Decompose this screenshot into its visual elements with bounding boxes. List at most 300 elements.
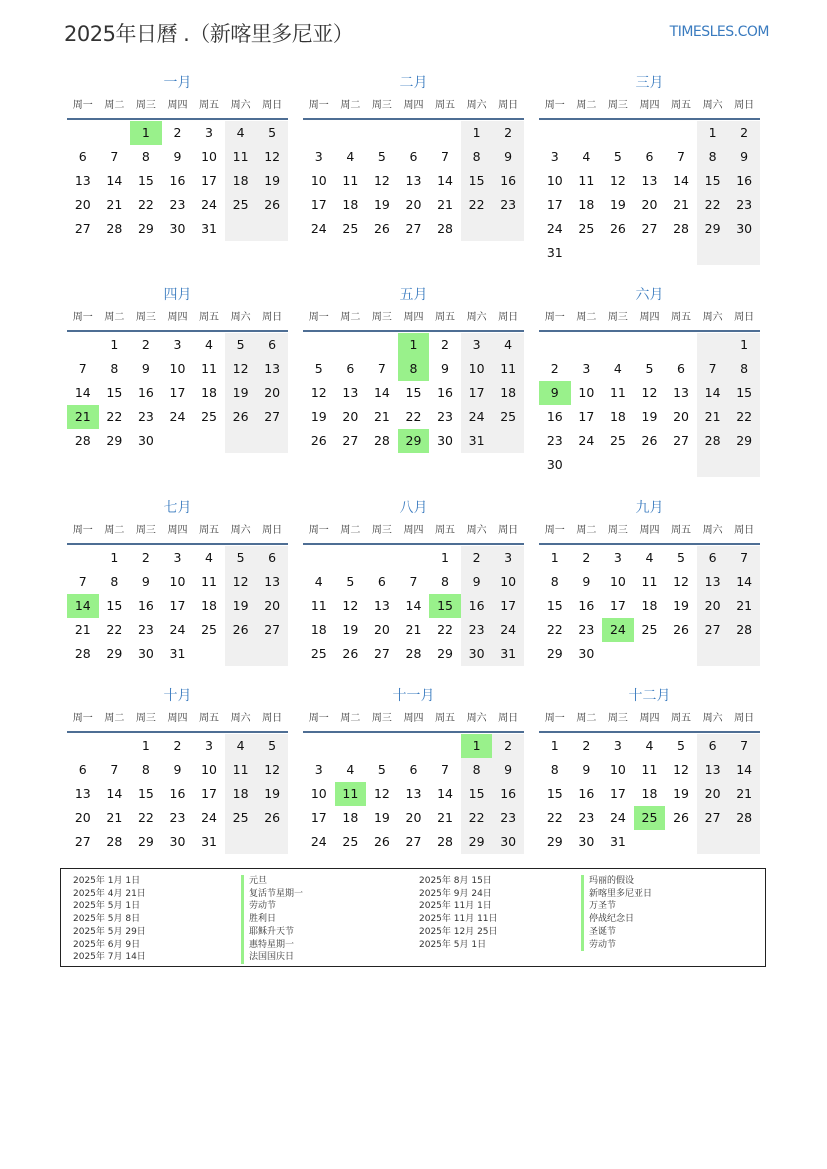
day-cell[interactable]: 18 (578, 197, 595, 212)
day-cell[interactable]: 1 (728, 333, 760, 357)
day-cell[interactable]: 28 (437, 221, 453, 236)
day-cell[interactable]: 26 (342, 646, 359, 661)
day-cell[interactable]: 28 (697, 429, 729, 453)
day-cell[interactable]: 28 (373, 433, 390, 448)
day-cell[interactable]: 29 (728, 429, 760, 453)
day-cell[interactable]: 3 (314, 149, 323, 164)
day-cell[interactable]: 4 (225, 121, 257, 145)
day-cell[interactable]: 7 (728, 734, 760, 758)
day-cell[interactable]: 3 (461, 333, 493, 357)
day-cell[interactable]: 13 (342, 385, 359, 400)
day-cell[interactable]: 13 (405, 173, 422, 188)
day-cell[interactable]: 2 (141, 550, 150, 565)
day-cell[interactable]: 30 (137, 646, 154, 661)
day-cell[interactable]: 6 (256, 333, 288, 357)
day-cell[interactable]: 29 (106, 433, 123, 448)
day-cell[interactable]: 13 (697, 758, 729, 782)
day-cell[interactable]: 31 (201, 221, 217, 236)
day-cell[interactable]: 8 (110, 361, 119, 376)
day-cell[interactable]: 16 (546, 409, 563, 424)
day-cell[interactable]: 6 (346, 361, 355, 376)
day-cell[interactable]: 4 (314, 574, 323, 589)
day-cell[interactable]: 15 (137, 786, 154, 801)
day-cell[interactable]: 1 (550, 738, 559, 753)
day-cell[interactable]: 6 (78, 149, 87, 164)
day-cell[interactable]: 17 (201, 173, 217, 188)
day-cell[interactable]: 15 (106, 598, 123, 613)
day-cell[interactable]: 3 (173, 550, 182, 565)
day-cell[interactable]: 17 (169, 598, 186, 613)
day-cell[interactable]: 13 (373, 598, 390, 613)
day-cell[interactable]: 21 (437, 197, 453, 212)
day-cell[interactable]: 21 (673, 197, 689, 212)
day-cell[interactable]: 6 (256, 546, 288, 570)
day-cell[interactable]: 18 (492, 381, 524, 405)
day-cell[interactable]: 7 (441, 149, 449, 164)
day-cell[interactable]: 17 (310, 810, 327, 825)
day-cell[interactable]: 23 (578, 622, 595, 637)
day-cell[interactable]: 22 (697, 193, 729, 217)
day-cell[interactable]: 6 (697, 734, 729, 758)
day-cell[interactable]: 18 (201, 598, 217, 613)
day-cell[interactable]: 9 (492, 145, 524, 169)
day-cell[interactable]: 9 (173, 762, 182, 777)
day-cell[interactable]: 12 (342, 598, 359, 613)
day-cell[interactable]: 2 (492, 734, 524, 758)
day-cell[interactable]: 20 (256, 381, 288, 405)
day-cell[interactable]: 8 (141, 762, 150, 777)
day-cell[interactable]: 23 (492, 806, 524, 830)
day-cell[interactable]: 7 (78, 361, 87, 376)
day-cell[interactable]: 14 (728, 758, 760, 782)
day-cell[interactable]: 26 (673, 622, 689, 637)
day-cell[interactable]: 22 (106, 622, 123, 637)
day-cell[interactable]: 23 (578, 810, 595, 825)
day-cell[interactable]: 8 (441, 574, 449, 589)
day-cell[interactable]: 2 (582, 738, 591, 753)
day-cell[interactable]: 15 (728, 381, 760, 405)
day-cell[interactable]: 10 (578, 385, 595, 400)
day-cell[interactable]: 9 (582, 762, 591, 777)
day-cell[interactable]: 13 (74, 786, 91, 801)
day-cell[interactable]: 20 (641, 197, 658, 212)
day-cell[interactable]: 28 (106, 221, 123, 236)
day-cell[interactable]: 2 (173, 738, 182, 753)
day-cell[interactable]: 20 (697, 782, 729, 806)
day-cell[interactable]: 19 (256, 169, 288, 193)
day-cell[interactable]: 20 (74, 197, 91, 212)
day-cell[interactable]: 11 (578, 173, 595, 188)
day-cell[interactable]: 15 (546, 598, 563, 613)
day-cell[interactable]: 26 (641, 433, 658, 448)
day-cell[interactable]: 27 (405, 221, 422, 236)
holiday-day[interactable]: 1 (398, 333, 430, 357)
day-cell[interactable]: 7 (697, 357, 729, 381)
day-cell[interactable]: 15 (697, 169, 729, 193)
day-cell[interactable]: 30 (578, 646, 595, 661)
day-cell[interactable]: 15 (106, 385, 123, 400)
day-cell[interactable]: 21 (437, 810, 453, 825)
day-cell[interactable]: 5 (225, 333, 257, 357)
day-cell[interactable]: 30 (728, 217, 760, 241)
day-cell[interactable]: 13 (256, 570, 288, 594)
day-cell[interactable]: 15 (546, 786, 563, 801)
day-cell[interactable]: 12 (225, 357, 257, 381)
holiday-day[interactable]: 11 (335, 782, 367, 806)
day-cell[interactable]: 3 (492, 546, 524, 570)
day-cell[interactable]: 20 (405, 197, 422, 212)
day-cell[interactable]: 6 (409, 149, 418, 164)
day-cell[interactable]: 13 (256, 357, 288, 381)
day-cell[interactable]: 24 (310, 834, 327, 849)
day-cell[interactable]: 19 (673, 598, 689, 613)
day-cell[interactable]: 14 (106, 173, 123, 188)
day-cell[interactable]: 25 (342, 834, 359, 849)
day-cell[interactable]: 16 (169, 173, 186, 188)
day-cell[interactable]: 28 (728, 806, 760, 830)
day-cell[interactable]: 6 (645, 149, 654, 164)
day-cell[interactable]: 11 (342, 173, 359, 188)
day-cell[interactable]: 25 (225, 806, 257, 830)
day-cell[interactable]: 21 (728, 782, 760, 806)
day-cell[interactable]: 15 (137, 173, 154, 188)
day-cell[interactable]: 12 (256, 145, 288, 169)
day-cell[interactable]: 31 (492, 642, 524, 666)
day-cell[interactable]: 2 (582, 550, 591, 565)
day-cell[interactable]: 14 (697, 381, 729, 405)
day-cell[interactable]: 7 (78, 574, 87, 589)
day-cell[interactable]: 3 (613, 738, 622, 753)
day-cell[interactable]: 20 (342, 409, 359, 424)
day-cell[interactable]: 12 (373, 173, 390, 188)
day-cell[interactable]: 19 (342, 622, 359, 637)
day-cell[interactable]: 25 (609, 433, 626, 448)
day-cell[interactable]: 21 (373, 409, 390, 424)
day-cell[interactable]: 15 (461, 169, 493, 193)
day-cell[interactable]: 9 (461, 570, 493, 594)
day-cell[interactable]: 12 (256, 758, 288, 782)
day-cell[interactable]: 14 (673, 173, 689, 188)
day-cell[interactable]: 4 (492, 333, 524, 357)
day-cell[interactable]: 8 (461, 145, 493, 169)
day-cell[interactable]: 10 (609, 574, 626, 589)
day-cell[interactable]: 1 (110, 337, 119, 352)
day-cell[interactable]: 5 (677, 738, 685, 753)
day-cell[interactable]: 24 (546, 221, 563, 236)
day-cell[interactable]: 30 (461, 642, 493, 666)
day-cell[interactable]: 8 (110, 574, 119, 589)
day-cell[interactable]: 22 (137, 810, 154, 825)
day-cell[interactable]: 18 (342, 197, 359, 212)
day-cell[interactable]: 5 (256, 734, 288, 758)
day-cell[interactable]: 12 (609, 173, 626, 188)
day-cell[interactable]: 7 (110, 149, 119, 164)
day-cell[interactable]: 18 (342, 810, 359, 825)
day-cell[interactable]: 23 (169, 197, 186, 212)
day-cell[interactable]: 12 (225, 570, 257, 594)
day-cell[interactable]: 11 (201, 361, 217, 376)
day-cell[interactable]: 8 (461, 758, 493, 782)
day-cell[interactable]: 6 (78, 762, 87, 777)
day-cell[interactable]: 18 (641, 786, 658, 801)
day-cell[interactable]: 23 (437, 409, 453, 424)
day-cell[interactable]: 21 (697, 405, 729, 429)
day-cell[interactable]: 24 (578, 433, 595, 448)
day-cell[interactable]: 27 (697, 618, 729, 642)
day-cell[interactable]: 16 (492, 169, 524, 193)
day-cell[interactable]: 28 (106, 834, 123, 849)
day-cell[interactable]: 19 (256, 782, 288, 806)
day-cell[interactable]: 16 (492, 782, 524, 806)
day-cell[interactable]: 19 (310, 409, 327, 424)
day-cell[interactable]: 19 (225, 594, 257, 618)
day-cell[interactable]: 10 (201, 762, 217, 777)
day-cell[interactable]: 1 (550, 550, 559, 565)
day-cell[interactable]: 30 (437, 433, 453, 448)
day-cell[interactable]: 27 (641, 221, 658, 236)
day-cell[interactable]: 8 (141, 149, 150, 164)
day-cell[interactable]: 11 (641, 762, 658, 777)
day-cell[interactable]: 24 (169, 622, 186, 637)
day-cell[interactable]: 19 (373, 197, 390, 212)
day-cell[interactable]: 27 (74, 221, 91, 236)
day-cell[interactable]: 15 (461, 782, 493, 806)
day-cell[interactable]: 11 (310, 598, 327, 613)
day-cell[interactable]: 16 (137, 385, 154, 400)
day-cell[interactable]: 19 (609, 197, 626, 212)
day-cell[interactable]: 16 (461, 594, 493, 618)
day-cell[interactable]: 28 (405, 646, 422, 661)
day-cell[interactable]: 8 (728, 357, 760, 381)
day-cell[interactable]: 14 (106, 786, 123, 801)
day-cell[interactable]: 5 (346, 574, 355, 589)
holiday-day[interactable]: 29 (398, 429, 430, 453)
day-cell[interactable]: 16 (728, 169, 760, 193)
day-cell[interactable]: 22 (461, 806, 493, 830)
day-cell[interactable]: 25 (201, 409, 217, 424)
day-cell[interactable]: 21 (405, 622, 422, 637)
day-cell[interactable]: 25 (225, 193, 257, 217)
day-cell[interactable]: 4 (225, 734, 257, 758)
day-cell[interactable]: 27 (256, 618, 288, 642)
day-cell[interactable]: 22 (437, 622, 453, 637)
day-cell[interactable]: 17 (492, 594, 524, 618)
day-cell[interactable]: 22 (405, 409, 422, 424)
day-cell[interactable]: 16 (169, 786, 186, 801)
day-cell[interactable]: 24 (609, 810, 626, 825)
day-cell[interactable]: 25 (492, 405, 524, 429)
holiday-day[interactable]: 8 (398, 357, 430, 381)
day-cell[interactable]: 30 (137, 433, 154, 448)
day-cell[interactable]: 17 (201, 786, 217, 801)
day-cell[interactable]: 31 (169, 646, 186, 661)
day-cell[interactable]: 26 (256, 806, 288, 830)
day-cell[interactable]: 2 (461, 546, 493, 570)
day-cell[interactable]: 22 (728, 405, 760, 429)
day-cell[interactable]: 7 (677, 149, 685, 164)
day-cell[interactable]: 9 (441, 361, 449, 376)
day-cell[interactable]: 11 (225, 758, 257, 782)
day-cell[interactable]: 30 (492, 830, 524, 854)
day-cell[interactable]: 16 (578, 598, 595, 613)
day-cell[interactable]: 9 (173, 149, 182, 164)
day-cell[interactable]: 5 (377, 149, 386, 164)
holiday-day[interactable]: 9 (539, 381, 571, 405)
day-cell[interactable]: 19 (641, 409, 658, 424)
day-cell[interactable]: 22 (137, 197, 154, 212)
day-cell[interactable]: 12 (310, 385, 327, 400)
day-cell[interactable]: 9 (728, 145, 760, 169)
site-logo[interactable]: TIMESLES.COM (669, 24, 769, 40)
day-cell[interactable]: 25 (342, 221, 359, 236)
day-cell[interactable]: 10 (461, 357, 493, 381)
day-cell[interactable]: 30 (578, 834, 595, 849)
day-cell[interactable]: 4 (205, 550, 213, 565)
holiday-day[interactable]: 1 (461, 734, 493, 758)
day-cell[interactable]: 14 (728, 570, 760, 594)
day-cell[interactable]: 4 (613, 361, 622, 376)
day-cell[interactable]: 2 (441, 337, 449, 352)
day-cell[interactable]: 7 (377, 361, 386, 376)
day-cell[interactable]: 21 (106, 197, 123, 212)
day-cell[interactable]: 25 (310, 646, 327, 661)
day-cell[interactable]: 29 (697, 217, 729, 241)
holiday-day[interactable]: 21 (67, 405, 99, 429)
day-cell[interactable]: 4 (645, 550, 654, 565)
day-cell[interactable]: 8 (550, 574, 559, 589)
day-cell[interactable]: 24 (492, 618, 524, 642)
day-cell[interactable]: 26 (256, 193, 288, 217)
day-cell[interactable]: 18 (609, 409, 626, 424)
day-cell[interactable]: 7 (728, 546, 760, 570)
day-cell[interactable]: 14 (373, 385, 390, 400)
day-cell[interactable]: 2 (141, 337, 150, 352)
day-cell[interactable]: 18 (641, 598, 658, 613)
day-cell[interactable]: 26 (225, 618, 257, 642)
day-cell[interactable]: 23 (169, 810, 186, 825)
day-cell[interactable]: 30 (169, 834, 186, 849)
day-cell[interactable]: 22 (461, 193, 493, 217)
holiday-day[interactable]: 14 (67, 594, 99, 618)
day-cell[interactable]: 17 (578, 409, 595, 424)
day-cell[interactable]: 26 (310, 433, 327, 448)
day-cell[interactable]: 9 (141, 574, 150, 589)
day-cell[interactable]: 18 (310, 622, 327, 637)
day-cell[interactable]: 6 (377, 574, 386, 589)
holiday-day[interactable]: 24 (602, 618, 634, 642)
day-cell[interactable]: 23 (137, 409, 154, 424)
day-cell[interactable]: 9 (141, 361, 150, 376)
holiday-day[interactable]: 1 (130, 121, 162, 145)
day-cell[interactable]: 29 (546, 834, 563, 849)
day-cell[interactable]: 24 (169, 409, 186, 424)
day-cell[interactable]: 5 (377, 762, 386, 777)
day-cell[interactable]: 1 (441, 550, 449, 565)
day-cell[interactable]: 19 (373, 810, 390, 825)
day-cell[interactable]: 18 (225, 782, 257, 806)
day-cell[interactable]: 3 (205, 125, 213, 140)
day-cell[interactable]: 20 (373, 622, 390, 637)
day-cell[interactable]: 26 (225, 405, 257, 429)
day-cell[interactable]: 17 (609, 786, 626, 801)
day-cell[interactable]: 23 (137, 622, 154, 637)
day-cell[interactable]: 26 (673, 810, 689, 825)
day-cell[interactable]: 12 (641, 385, 658, 400)
day-cell[interactable]: 20 (673, 409, 689, 424)
day-cell[interactable]: 19 (225, 381, 257, 405)
day-cell[interactable]: 29 (461, 830, 493, 854)
day-cell[interactable]: 27 (697, 806, 729, 830)
day-cell[interactable]: 16 (578, 786, 595, 801)
day-cell[interactable]: 23 (461, 618, 493, 642)
day-cell[interactable]: 31 (201, 834, 217, 849)
day-cell[interactable]: 18 (201, 385, 217, 400)
day-cell[interactable]: 21 (74, 622, 91, 637)
day-cell[interactable]: 16 (437, 385, 453, 400)
day-cell[interactable]: 31 (609, 834, 626, 849)
holiday-day[interactable]: 25 (634, 806, 666, 830)
day-cell[interactable]: 29 (546, 646, 563, 661)
day-cell[interactable]: 2 (173, 125, 182, 140)
day-cell[interactable]: 11 (641, 574, 658, 589)
day-cell[interactable]: 24 (201, 810, 217, 825)
day-cell[interactable]: 13 (74, 173, 91, 188)
day-cell[interactable]: 3 (173, 337, 182, 352)
day-cell[interactable]: 2 (728, 121, 760, 145)
day-cell[interactable]: 11 (609, 385, 626, 400)
day-cell[interactable]: 14 (437, 786, 453, 801)
day-cell[interactable]: 5 (677, 550, 685, 565)
day-cell[interactable]: 12 (373, 786, 390, 801)
day-cell[interactable]: 1 (461, 121, 493, 145)
day-cell[interactable]: 20 (74, 810, 91, 825)
day-cell[interactable]: 14 (437, 173, 453, 188)
holiday-day[interactable]: 15 (429, 594, 461, 618)
day-cell[interactable]: 3 (314, 762, 323, 777)
day-cell[interactable]: 25 (641, 622, 658, 637)
day-cell[interactable]: 13 (697, 570, 729, 594)
day-cell[interactable]: 25 (578, 221, 595, 236)
day-cell[interactable]: 5 (613, 149, 622, 164)
day-cell[interactable]: 27 (256, 405, 288, 429)
day-cell[interactable]: 24 (461, 405, 493, 429)
day-cell[interactable]: 31 (461, 429, 493, 453)
day-cell[interactable]: 10 (201, 149, 217, 164)
day-cell[interactable]: 12 (673, 762, 689, 777)
day-cell[interactable]: 22 (546, 810, 563, 825)
day-cell[interactable]: 19 (673, 786, 689, 801)
day-cell[interactable]: 4 (645, 738, 654, 753)
day-cell[interactable]: 23 (546, 433, 563, 448)
day-cell[interactable]: 15 (405, 385, 422, 400)
day-cell[interactable]: 17 (310, 197, 327, 212)
day-cell[interactable]: 14 (74, 385, 91, 400)
day-cell[interactable]: 5 (256, 121, 288, 145)
day-cell[interactable]: 13 (641, 173, 658, 188)
day-cell[interactable]: 10 (310, 173, 327, 188)
day-cell[interactable]: 7 (110, 762, 119, 777)
day-cell[interactable]: 24 (310, 221, 327, 236)
day-cell[interactable]: 1 (697, 121, 729, 145)
day-cell[interactable]: 22 (106, 409, 123, 424)
day-cell[interactable]: 11 (201, 574, 217, 589)
day-cell[interactable]: 25 (201, 622, 217, 637)
day-cell[interactable]: 11 (225, 145, 257, 169)
day-cell[interactable]: 4 (582, 149, 591, 164)
day-cell[interactable]: 30 (546, 457, 563, 472)
day-cell[interactable]: 27 (74, 834, 91, 849)
day-cell[interactable]: 31 (546, 245, 563, 260)
